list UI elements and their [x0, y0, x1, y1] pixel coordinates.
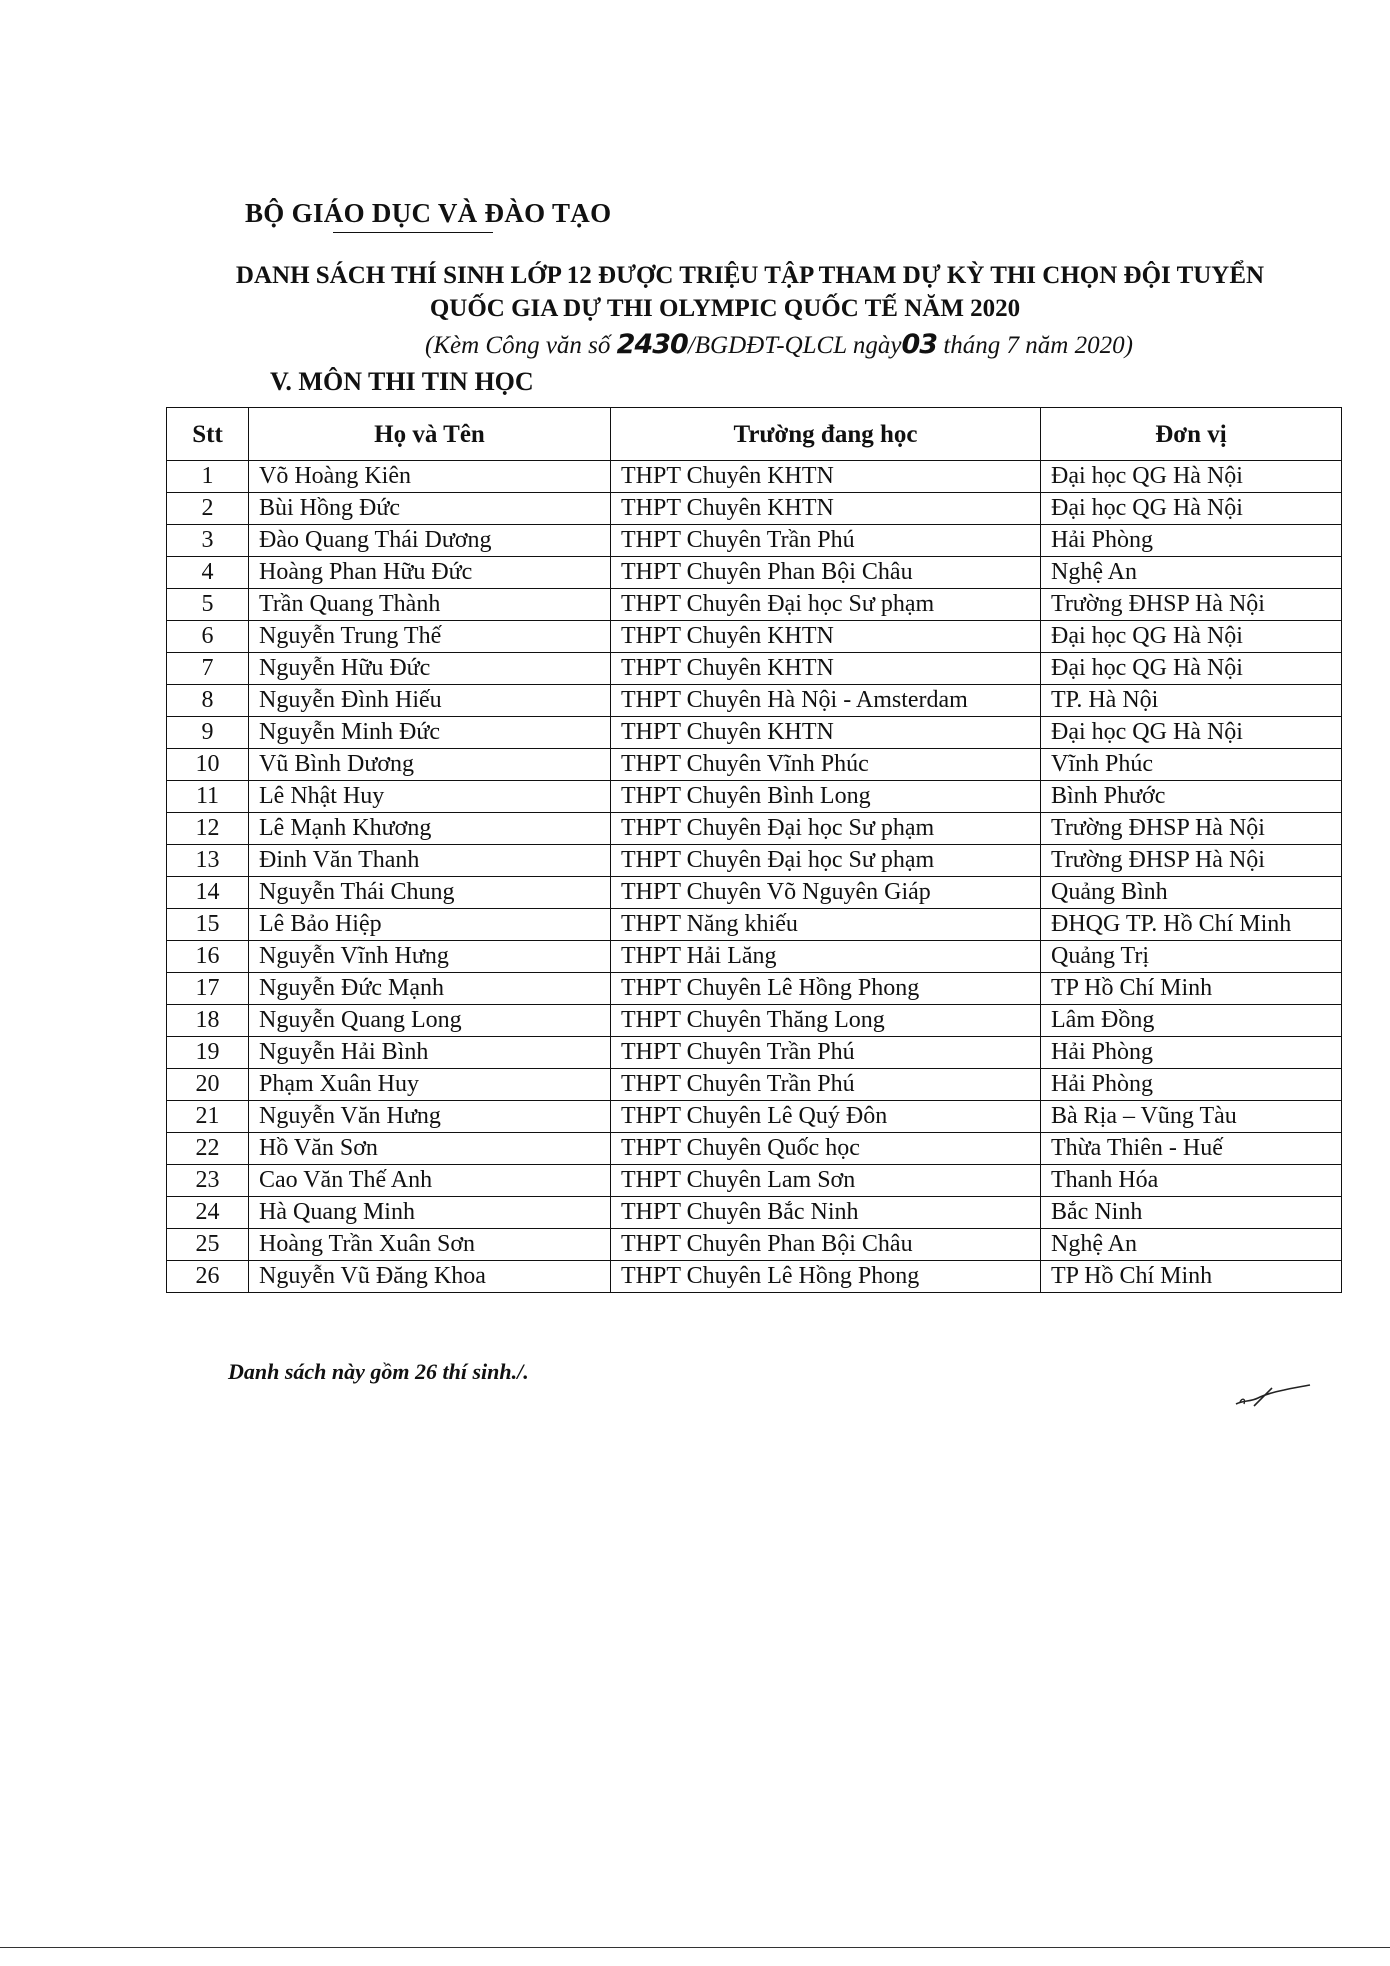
- table-row: [167, 781, 1342, 813]
- cell-unit: Bà Rịa – Vũng Tàu: [1041, 1101, 1342, 1133]
- cell-school: THPT Chuyên Đại học Sư phạm: [611, 845, 1041, 877]
- cell-school: THPT Chuyên KHTN: [611, 717, 1041, 749]
- table-row: [167, 557, 1342, 589]
- cell-name: Lê Mạnh Khương: [249, 813, 611, 845]
- table-row: [167, 1229, 1342, 1261]
- table-row: [167, 653, 1342, 685]
- cell-school: THPT Chuyên Lam Sơn: [611, 1165, 1041, 1197]
- cell-unit: Đại học QG Hà Nội: [1041, 717, 1342, 749]
- cell-school: THPT Năng khiếu: [611, 909, 1041, 941]
- cell-school: THPT Chuyên Đại học Sư phạm: [611, 813, 1041, 845]
- cell-unit: ĐHQG TP. Hồ Chí Minh: [1041, 909, 1342, 941]
- table-header-row: [167, 408, 1342, 461]
- cell-stt: 20: [167, 1069, 249, 1101]
- cell-unit: Trường ĐHSP Hà Nội: [1041, 589, 1342, 621]
- cell-name: Vũ Bình Dương: [249, 749, 611, 781]
- cell-stt: 8: [167, 685, 249, 717]
- cell-name: Lê Bảo Hiệp: [249, 909, 611, 941]
- cell-stt: 14: [167, 877, 249, 909]
- cell-name: Đào Quang Thái Dương: [249, 525, 611, 557]
- cell-stt: 24: [167, 1197, 249, 1229]
- table-row: [167, 749, 1342, 781]
- cell-name: Cao Văn Thế Anh: [249, 1165, 611, 1197]
- ministry-header: BỘ GIÁO DỤC VÀ ĐÀO TẠO: [245, 198, 612, 228]
- cell-stt: 5: [167, 589, 249, 621]
- candidate-table: [166, 407, 1342, 1293]
- cell-unit: TP. Hà Nội: [1041, 685, 1342, 717]
- cell-name: Nguyễn Đức Mạnh: [249, 973, 611, 1005]
- cell-name: Nguyễn Quang Long: [249, 1005, 611, 1037]
- header-stt: Stt: [167, 408, 249, 461]
- cell-unit: Bắc Ninh: [1041, 1197, 1342, 1229]
- table-row: [167, 589, 1342, 621]
- cell-unit: Quảng Bình: [1041, 877, 1342, 909]
- cell-school: THPT Chuyên Phan Bội Châu: [611, 557, 1041, 589]
- cell-unit: Hải Phòng: [1041, 1069, 1342, 1101]
- cell-school: THPT Chuyên KHTN: [611, 493, 1041, 525]
- table-row: [167, 877, 1342, 909]
- cell-school: THPT Chuyên Phan Bội Châu: [611, 1229, 1041, 1261]
- cell-stt: 18: [167, 1005, 249, 1037]
- section-heading: V. MÔN THI TIN HỌC: [270, 367, 534, 396]
- table-row: [167, 941, 1342, 973]
- table-row: [167, 1005, 1342, 1037]
- table-row: [167, 813, 1342, 845]
- cell-unit: Trường ĐHSP Hà Nội: [1041, 813, 1342, 845]
- cell-stt: 23: [167, 1165, 249, 1197]
- table-row: [167, 1101, 1342, 1133]
- cell-name: Nguyễn Minh Đức: [249, 717, 611, 749]
- table-row: [167, 525, 1342, 557]
- document-subtitle: [425, 329, 1133, 360]
- cell-stt: 9: [167, 717, 249, 749]
- cell-stt: 6: [167, 621, 249, 653]
- cell-name: Phạm Xuân Huy: [249, 1069, 611, 1101]
- table-body: [167, 461, 1342, 1293]
- cell-stt: 22: [167, 1133, 249, 1165]
- cell-unit: Lâm Đồng: [1041, 1005, 1342, 1037]
- signature-mark: [1232, 1380, 1312, 1410]
- cell-name: Hoàng Phan Hữu Đức: [249, 557, 611, 589]
- table-row: [167, 493, 1342, 525]
- table-row: [167, 685, 1342, 717]
- cell-school: THPT Chuyên Đại học Sư phạm: [611, 589, 1041, 621]
- table-row: [167, 1165, 1342, 1197]
- cell-name: Nguyễn Hữu Đức: [249, 653, 611, 685]
- handwritten-day: 03: [901, 329, 938, 360]
- cell-unit: Trường ĐHSP Hà Nội: [1041, 845, 1342, 877]
- cell-school: THPT Hải Lăng: [611, 941, 1041, 973]
- cell-school: THPT Chuyên Bình Long: [611, 781, 1041, 813]
- table-row: [167, 973, 1342, 1005]
- cell-school: THPT Chuyên Bắc Ninh: [611, 1197, 1041, 1229]
- cell-school: THPT Chuyên Trần Phú: [611, 1037, 1041, 1069]
- cell-stt: 25: [167, 1229, 249, 1261]
- cell-unit: Nghệ An: [1041, 1229, 1342, 1261]
- table-row: [167, 845, 1342, 877]
- header-school: Trường đang học: [611, 408, 1041, 461]
- cell-name: Nguyễn Văn Hưng: [249, 1101, 611, 1133]
- cell-unit: Nghệ An: [1041, 557, 1342, 589]
- cell-unit: TP Hồ Chí Minh: [1041, 973, 1342, 1005]
- ministry-underline: [333, 232, 493, 233]
- table-row: [167, 717, 1342, 749]
- cell-unit: Hải Phòng: [1041, 525, 1342, 557]
- cell-unit: Hải Phòng: [1041, 1037, 1342, 1069]
- cell-name: Võ Hoàng Kiên: [249, 461, 611, 493]
- cell-stt: 21: [167, 1101, 249, 1133]
- cell-stt: 15: [167, 909, 249, 941]
- cell-unit: Quảng Trị: [1041, 941, 1342, 973]
- cell-school: THPT Chuyên Trần Phú: [611, 525, 1041, 557]
- cell-stt: 19: [167, 1037, 249, 1069]
- table-row: [167, 1037, 1342, 1069]
- cell-school: THPT Chuyên KHTN: [611, 621, 1041, 653]
- subtitle-part-1: (Kèm Công văn số: [425, 332, 617, 359]
- handwritten-document-number: 2430: [616, 329, 688, 360]
- cell-school: THPT Chuyên Trần Phú: [611, 1069, 1041, 1101]
- cell-name: Hà Quang Minh: [249, 1197, 611, 1229]
- header-unit: Đơn vị: [1041, 408, 1342, 461]
- table-row: [167, 621, 1342, 653]
- cell-stt: 3: [167, 525, 249, 557]
- cell-stt: 13: [167, 845, 249, 877]
- cell-stt: 12: [167, 813, 249, 845]
- cell-unit: Vĩnh Phúc: [1041, 749, 1342, 781]
- cell-unit: Đại học QG Hà Nội: [1041, 621, 1342, 653]
- cell-stt: 1: [167, 461, 249, 493]
- cell-name: Hoàng Trần Xuân Sơn: [249, 1229, 611, 1261]
- cell-unit: Đại học QG Hà Nội: [1041, 461, 1342, 493]
- cell-name: Trần Quang Thành: [249, 589, 611, 621]
- cell-stt: 2: [167, 493, 249, 525]
- cell-school: THPT Chuyên Lê Quý Đôn: [611, 1101, 1041, 1133]
- cell-name: Nguyễn Vũ Đăng Khoa: [249, 1261, 611, 1293]
- cell-school: THPT Chuyên Hà Nội - Amsterdam: [611, 685, 1041, 717]
- document-title-line-2: QUỐC GIA DỰ THI OLYMPIC QUỐC TẾ NĂM 2020: [429, 295, 1021, 322]
- cell-school: THPT Chuyên Vĩnh Phúc: [611, 749, 1041, 781]
- cell-name: Nguyễn Thái Chung: [249, 877, 611, 909]
- cell-stt: 17: [167, 973, 249, 1005]
- subtitle-part-3: tháng 7 năm 2020): [937, 332, 1133, 359]
- cell-name: Nguyễn Vĩnh Hưng: [249, 941, 611, 973]
- cell-name: Nguyễn Trung Thế: [249, 621, 611, 653]
- cell-unit: Đại học QG Hà Nội: [1041, 653, 1342, 685]
- cell-unit: Thừa Thiên - Huế: [1041, 1133, 1342, 1165]
- cell-school: THPT Chuyên KHTN: [611, 461, 1041, 493]
- cell-stt: 4: [167, 557, 249, 589]
- cell-stt: 26: [167, 1261, 249, 1293]
- cell-school: THPT Chuyên Lê Hồng Phong: [611, 1261, 1041, 1293]
- cell-name: Đinh Văn Thanh: [249, 845, 611, 877]
- cell-school: THPT Chuyên Võ Nguyên Giáp: [611, 877, 1041, 909]
- cell-stt: 7: [167, 653, 249, 685]
- cell-school: THPT Chuyên Lê Hồng Phong: [611, 973, 1041, 1005]
- cell-name: Lê Nhật Huy: [249, 781, 611, 813]
- subtitle-part-2: /BGDĐT-QLCL ngày: [687, 332, 902, 359]
- cell-stt: 10: [167, 749, 249, 781]
- cell-school: THPT Chuyên KHTN: [611, 653, 1041, 685]
- cell-stt: 11: [167, 781, 249, 813]
- table-row: [167, 1069, 1342, 1101]
- cell-unit: Thanh Hóa: [1041, 1165, 1342, 1197]
- cell-name: Bùi Hồng Đức: [249, 493, 611, 525]
- cell-school: THPT Chuyên Quốc học: [611, 1133, 1041, 1165]
- table-row: [167, 1133, 1342, 1165]
- cell-stt: 16: [167, 941, 249, 973]
- cell-name: Nguyễn Hải Bình: [249, 1037, 611, 1069]
- document-title-line-1: DANH SÁCH THÍ SINH LỚP 12 ĐƯỢC TRIỆU TẬP THAM DỰ KỲ THI CHỌN ĐỘI TUYỂN: [235, 262, 1265, 289]
- cell-unit: Bình Phước: [1041, 781, 1342, 813]
- bottom-rule: [0, 1947, 1390, 1948]
- cell-name: Hồ Văn Sơn: [249, 1133, 611, 1165]
- cell-unit: TP Hồ Chí Minh: [1041, 1261, 1342, 1293]
- cell-unit: Đại học QG Hà Nội: [1041, 493, 1342, 525]
- cell-school: THPT Chuyên Thăng Long: [611, 1005, 1041, 1037]
- footer-note: Danh sách này gồm 26 thí sinh./.: [228, 1359, 529, 1384]
- header-name: Họ và Tên: [249, 408, 611, 461]
- table-row: [167, 461, 1342, 493]
- cell-name: Nguyễn Đình Hiếu: [249, 685, 611, 717]
- table-row: [167, 1197, 1342, 1229]
- table-row: [167, 909, 1342, 941]
- table-row: [167, 1261, 1342, 1293]
